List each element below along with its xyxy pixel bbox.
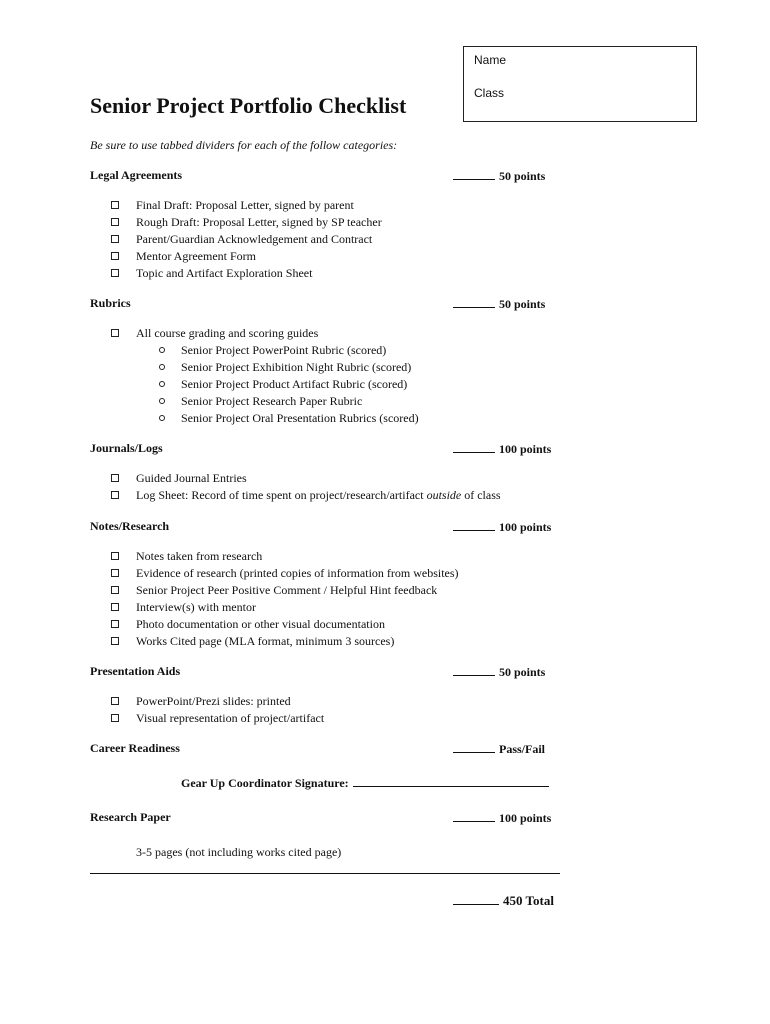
sub-item-text: Senior Project Exhibition Night Rubric (scored) <box>181 360 412 374</box>
checkbox[interactable] <box>111 620 119 628</box>
bullet-circle-icon <box>159 415 165 421</box>
item-text: Parent/Guardian Acknowledgement and Contract <box>136 232 373 246</box>
total-value: 450 Total <box>503 893 554 908</box>
points-blank[interactable] <box>453 168 495 180</box>
checkbox[interactable] <box>111 552 119 560</box>
points-value: 50 points <box>499 169 546 183</box>
item-text: PowerPoint/Prezi slides: printed <box>136 694 291 708</box>
log-sheet-text-end: of class <box>461 488 501 502</box>
checkbox[interactable] <box>111 218 119 226</box>
sub-item-text: Senior Project PowerPoint Rubric (scored) <box>181 343 387 357</box>
item-text: All course grading and scoring guides <box>136 326 319 340</box>
total-points <box>453 893 554 909</box>
points-blank[interactable] <box>453 664 495 676</box>
item-text: Senior Project Peer Positive Comment / Helpful Hint feedback <box>136 583 438 597</box>
item-text: Final Draft: Proposal Letter, signed by parent <box>136 198 354 212</box>
section-presentation-heading: Presentation Aids <box>90 664 181 678</box>
item-text: Evidence of research (printed copies of information from websites) <box>136 566 459 580</box>
section-research-heading: Research Paper <box>90 810 171 824</box>
item-text <box>136 488 501 503</box>
section-rubrics-heading: Rubrics <box>90 296 131 310</box>
points-value: 100 points <box>499 811 552 825</box>
checkbox[interactable] <box>111 252 119 260</box>
points-blank[interactable] <box>453 519 495 531</box>
checkbox[interactable] <box>111 603 119 611</box>
item-text: Photo documentation or other visual documentation <box>136 617 385 631</box>
item-text: Notes taken from research <box>136 549 263 563</box>
checkbox[interactable] <box>111 697 119 705</box>
checkbox[interactable] <box>111 269 119 277</box>
section-journals-points <box>453 441 551 457</box>
research-paper-note: 3-5 pages (not including works cited page) <box>136 845 342 859</box>
divider <box>90 873 560 874</box>
points-blank[interactable] <box>453 296 495 308</box>
sub-item-text: Senior Project Oral Presentation Rubrics (scored) <box>181 411 419 425</box>
item-text: Topic and Artifact Exploration Sheet <box>136 266 313 280</box>
checkbox[interactable] <box>111 569 119 577</box>
total-blank[interactable] <box>453 893 499 905</box>
section-rubrics-points <box>453 296 545 312</box>
section-career-heading: Career Readiness <box>90 741 180 755</box>
item-text: Rough Draft: Proposal Letter, signed by SP teacher <box>136 215 382 229</box>
class-label: Class <box>474 86 505 100</box>
section-presentation-points <box>453 664 545 680</box>
points-value: 50 points <box>499 297 546 311</box>
log-sheet-text: Log Sheet: Record of time spent on project/research/artifact <box>136 488 427 502</box>
section-legal-heading: Legal Agreements <box>90 168 183 182</box>
points-value: Pass/Fail <box>499 742 546 756</box>
sub-item-text: Senior Project Research Paper Rubric <box>181 394 363 408</box>
section-research-points <box>453 810 551 826</box>
log-sheet-emphasis: outside <box>426 488 462 502</box>
section-career-points <box>453 741 545 757</box>
points-value: 50 points <box>499 665 546 679</box>
checkbox[interactable] <box>111 474 119 482</box>
section-legal-points <box>453 168 545 184</box>
checkbox[interactable] <box>111 491 119 499</box>
checkbox[interactable] <box>111 714 119 722</box>
checkbox[interactable] <box>111 201 119 209</box>
bullet-circle-icon <box>159 364 165 370</box>
bullet-circle-icon <box>159 347 165 353</box>
section-notes-heading: Notes/Research <box>90 519 170 533</box>
points-value: 100 points <box>499 520 552 534</box>
sub-item-text: Senior Project Product Artifact Rubric (scored) <box>181 377 408 391</box>
section-journals-heading: Journals/Logs <box>90 441 163 455</box>
item-text: Mentor Agreement Form <box>136 249 256 263</box>
section-notes-points <box>453 519 551 535</box>
page-subtitle: Be sure to use tabbed dividers for each of the follow categories: <box>90 138 398 152</box>
signature-label: Gear Up Coordinator Signature: <box>181 776 349 790</box>
checkbox[interactable] <box>111 637 119 645</box>
checkbox[interactable] <box>111 235 119 243</box>
page-title: Senior Project Portfolio Checklist <box>90 93 407 118</box>
item-text: Visual representation of project/artifact <box>136 711 325 725</box>
item-text: Interview(s) with mentor <box>136 600 256 614</box>
points-blank[interactable] <box>453 741 495 753</box>
item-text: Guided Journal Entries <box>136 471 247 485</box>
item-text: Works Cited page (MLA format, minimum 3 sources) <box>136 634 395 648</box>
signature-line <box>181 775 549 791</box>
bullet-circle-icon <box>159 381 165 387</box>
points-value: 100 points <box>499 442 552 456</box>
name-label: Name <box>474 53 507 67</box>
points-blank[interactable] <box>453 441 495 453</box>
name-class-box <box>463 46 697 122</box>
bullet-circle-icon <box>159 398 165 404</box>
signature-blank[interactable] <box>353 775 549 787</box>
checkbox[interactable] <box>111 329 119 337</box>
checkbox[interactable] <box>111 586 119 594</box>
points-blank[interactable] <box>453 810 495 822</box>
